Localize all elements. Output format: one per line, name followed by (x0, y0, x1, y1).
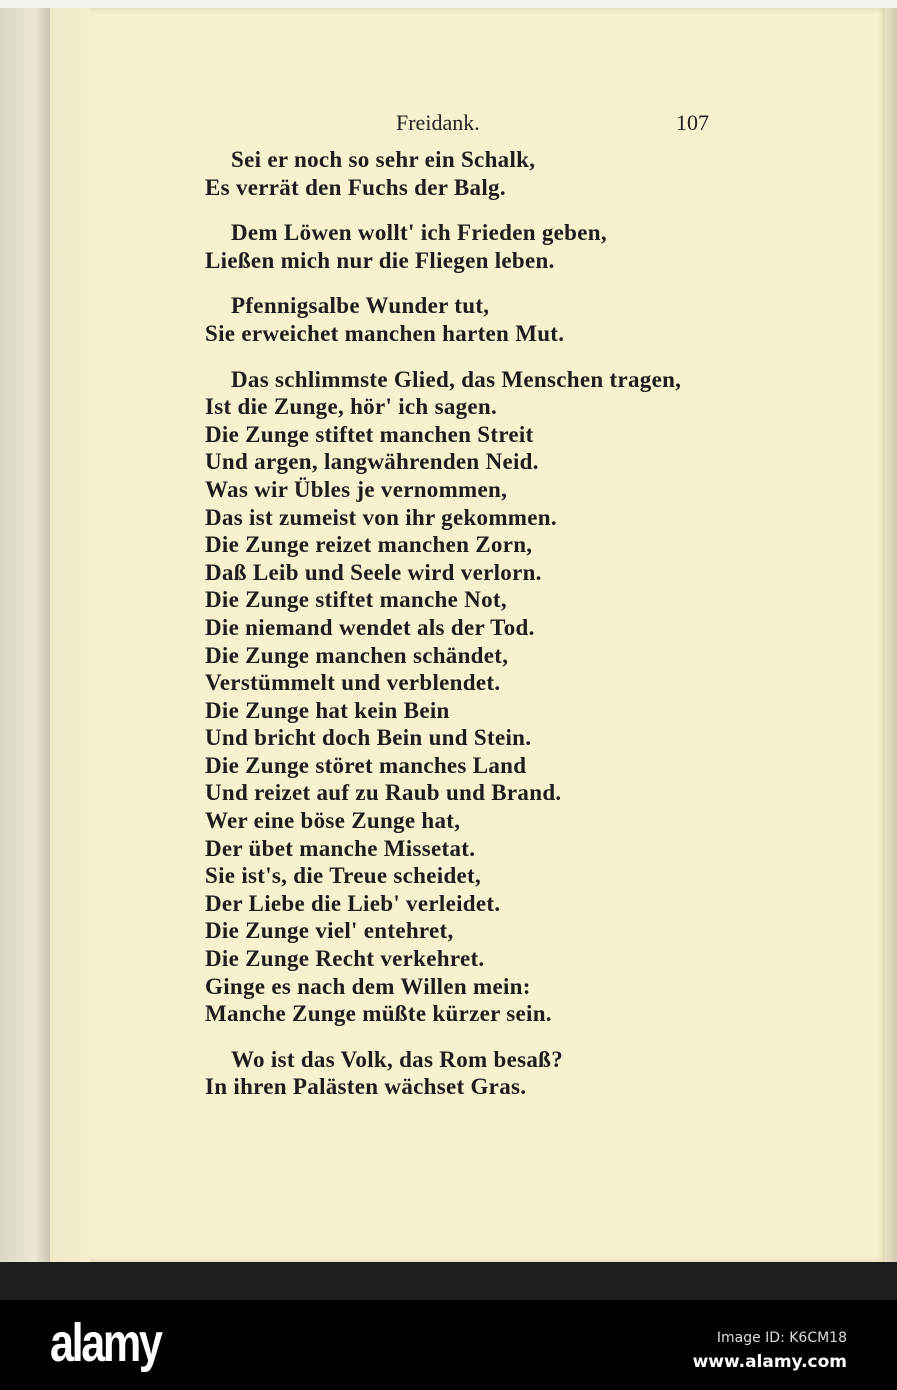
verse-line: In ihren Palästen wächset Gras. (205, 1074, 527, 1100)
right-page-edge (885, 8, 897, 1270)
verse-line: Es verrät den Fuchs der Balg. (205, 174, 506, 200)
stanza (205, 292, 681, 347)
verse-line: Die Zunge manchen schändet, (205, 642, 509, 668)
verse-line: Was wir Übles je vernommen, (205, 476, 508, 502)
verse-line: Die Zunge reizet manchen Zorn, (205, 532, 533, 558)
poem-text (205, 146, 681, 1119)
alamy-logo: alamy (50, 1313, 161, 1373)
verse-line: Das schlimmste Glied, das Menschen tragen, (231, 366, 682, 392)
page-number: 107 (676, 110, 709, 135)
stanza (205, 366, 681, 1028)
running-head: Freidank. (396, 110, 480, 135)
image-id: Image ID: K6CM18 (716, 1330, 847, 1346)
left-page-edge (50, 8, 91, 1270)
verse-line: Manche Zunge müßte kürzer sein. (205, 1001, 552, 1027)
verse-line: Wer eine böse Zunge hat, (205, 808, 461, 834)
verse-line: Verstümmelt und verblendet. (205, 670, 501, 696)
verse-line: Sei er noch so sehr ein Schalk, (231, 147, 536, 172)
verse-line: Und reizet auf zu Raub und Brand. (205, 780, 562, 806)
book-spine (0, 8, 50, 1270)
verse-line: Sie ist's, die Treue scheidet, (205, 863, 482, 889)
verse-line: Die Zunge stiftet manchen Streit (205, 421, 534, 447)
verse-line: Sie erweichet manchen harten Mut. (205, 320, 565, 346)
watermark-footer (0, 1300, 897, 1390)
verse-line: Die Zunge viel' entehret, (205, 918, 454, 944)
verse-line: Die Zunge hat kein Bein (205, 697, 450, 723)
verse-line: Die Zunge stiftet manche Not, (205, 587, 507, 613)
scan-top-margin (0, 0, 897, 8)
verse-line: Der übet manche Missetat. (205, 835, 476, 861)
stanza (205, 1046, 681, 1101)
verse-line: Ist die Zunge, hör' ich sagen. (205, 394, 498, 420)
website-url: www.alamy.com (692, 1352, 847, 1372)
verse-line: Die niemand wendet als der Tod. (205, 614, 535, 640)
verse-line: Der Liebe die Lieb' verleidet. (205, 890, 501, 916)
verse-line: Die Zunge Recht verkehret. (205, 946, 485, 972)
verse-line: Ginge es nach dem Willen mein: (205, 973, 531, 999)
verse-line: Pfennigsalbe Wunder tut, (231, 293, 490, 319)
verse-line: Wo ist das Volk, das Rom besaß? (231, 1046, 564, 1072)
verse-line: Ließen mich nur die Fliegen leben. (205, 247, 555, 273)
scan-bottom-shadow (0, 1262, 897, 1300)
verse-line: Daß Leib und Seele wird verlorn. (205, 559, 542, 585)
verse-line: Die Zunge störet manches Land (205, 752, 527, 778)
verse-line: Und bricht doch Bein und Stein. (205, 725, 532, 751)
verse-line: Das ist zumeist von ihr gekommen. (205, 504, 557, 530)
stanza (205, 219, 681, 274)
verse-line: Dem Löwen wollt' ich Frieden geben, (231, 220, 607, 246)
verse-line: Und argen, langwährenden Neid. (205, 449, 539, 475)
stanza (205, 146, 681, 201)
